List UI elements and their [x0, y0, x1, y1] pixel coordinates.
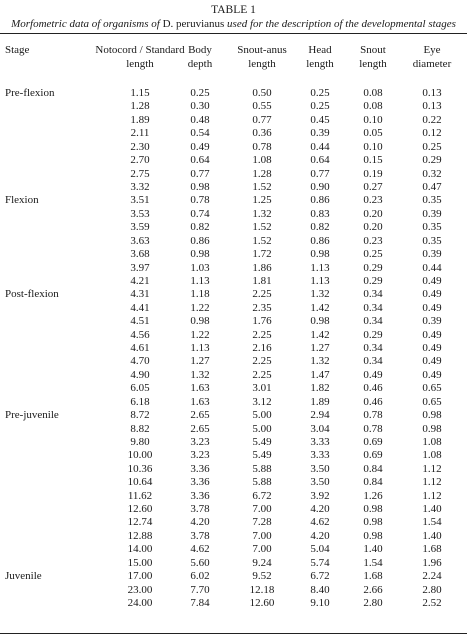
cell-eye-diameter: 0.32	[422, 167, 442, 180]
cell-notocord-length: 4.70	[130, 355, 150, 368]
table-title: TABLE 1	[211, 4, 256, 16]
cell-snout-anus-length: 12.18	[249, 583, 275, 596]
cell-body-depth: 6.02	[190, 570, 210, 583]
stage-label: Pre-flexion	[5, 87, 55, 99]
cell-eye-diameter: 0.49	[422, 342, 442, 354]
cell-snout-anus-length: 1.08	[252, 154, 272, 167]
cell-head-length: 0.86	[310, 194, 330, 207]
cell-head-length: 0.82	[310, 221, 330, 234]
cell-eye-diameter: 0.49	[422, 288, 442, 301]
cell-eye-diameter: 0.35	[422, 234, 442, 247]
cell-snout-length: 0.98	[363, 503, 383, 515]
table-caption	[0, 18, 467, 31]
cell-notocord-length: 3.59	[130, 221, 150, 234]
cell-eye-diameter: 0.13	[422, 100, 442, 113]
cell-snout-length: 0.78	[363, 422, 383, 435]
cell-body-depth: 0.49	[190, 140, 210, 153]
cell-notocord-length: 24.00	[127, 597, 153, 609]
cell-snout-length: 0.34	[363, 288, 383, 301]
cell-body-depth: 0.25	[190, 87, 210, 99]
cell-eye-diameter: 0.39	[422, 207, 442, 220]
cell-snout-anus-length: 7.28	[252, 516, 272, 529]
cell-snout-anus-length: 9.52	[252, 570, 272, 583]
cell-snout-length: 0.34	[363, 355, 383, 368]
header-stage: Stage	[5, 44, 30, 56]
cell-snout-length: 0.69	[363, 435, 383, 448]
cell-eye-diameter: 0.35	[422, 221, 442, 234]
cell-snout-anus-length: 1.32	[252, 207, 272, 220]
cell-snout-length: 0.27	[363, 180, 383, 193]
header-eye-line2: diameter	[412, 58, 452, 70]
cell-snout-anus-length: 5.00	[252, 409, 272, 422]
header-body-depth-line2: depth	[187, 58, 213, 70]
cell-notocord-length: 3.63	[130, 234, 150, 247]
cell-notocord-length: 4.41	[130, 301, 150, 314]
cell-notocord-length: 4.21	[130, 274, 150, 287]
caption-prefix: Morfometric data of organisms of	[11, 18, 160, 30]
cell-snout-anus-length: 7.00	[252, 529, 272, 542]
cell-head-length: 0.77	[310, 167, 330, 180]
cell-snout-anus-length: 2.25	[252, 328, 272, 341]
cell-eye-diameter: 0.49	[422, 328, 442, 341]
cell-head-length: 3.33	[310, 435, 330, 448]
cell-snout-length: 0.23	[363, 194, 383, 207]
cell-notocord-length: 4.56	[130, 328, 150, 341]
cell-snout-anus-length: 5.88	[252, 476, 272, 489]
cell-eye-diameter: 0.65	[422, 395, 442, 408]
cell-snout-anus-length: 1.28	[252, 167, 272, 180]
cell-snout-anus-length: 1.52	[252, 234, 272, 247]
cell-snout-length: 1.54	[363, 556, 383, 569]
cell-eye-diameter: 1.40	[422, 529, 442, 542]
top-rule	[0, 33, 467, 34]
cell-snout-anus-length: 5.00	[252, 422, 272, 435]
cell-snout-length: 0.78	[363, 409, 383, 422]
header-notocord-line2: length	[126, 58, 154, 70]
cell-notocord-length: 1.89	[130, 113, 150, 126]
cell-snout-length: 0.98	[363, 529, 383, 542]
cell-head-length: 0.25	[310, 100, 330, 113]
cell-snout-length: 0.20	[363, 221, 383, 234]
header-eye-line1: Eye	[423, 44, 441, 56]
cell-head-length: 1.13	[310, 274, 330, 287]
cell-snout-anus-length: 9.24	[252, 556, 272, 569]
cell-body-depth: 0.78	[190, 194, 210, 207]
cell-head-length: 0.25	[310, 87, 330, 99]
cell-snout-anus-length: 2.16	[252, 342, 272, 354]
cell-snout-anus-length: 5.88	[252, 462, 272, 475]
cell-snout-length: 0.84	[363, 462, 383, 475]
cell-eye-diameter: 0.49	[422, 301, 442, 314]
cell-snout-anus-length: 0.36	[252, 127, 272, 140]
cell-snout-anus-length: 1.86	[252, 261, 272, 274]
cell-eye-diameter: 0.44	[422, 261, 442, 274]
cell-snout-length: 0.08	[363, 100, 383, 113]
cell-notocord-length: 12.88	[127, 529, 153, 542]
cell-eye-diameter: 0.98	[422, 409, 442, 422]
cell-snout-anus-length: 0.55	[252, 100, 272, 113]
cell-notocord-length: 11.62	[127, 489, 153, 502]
cell-snout-length: 0.34	[363, 301, 383, 314]
cell-body-depth: 1.18	[190, 288, 210, 301]
cell-snout-length: 1.26	[363, 489, 383, 502]
cell-head-length: 1.82	[310, 382, 330, 395]
cell-head-length: 4.20	[310, 503, 330, 515]
cell-body-depth: 1.32	[190, 368, 210, 381]
cell-body-depth: 4.20	[190, 516, 210, 529]
cell-snout-anus-length: 1.76	[252, 315, 272, 328]
cell-body-depth: 0.30	[190, 100, 210, 113]
cell-snout-anus-length: 0.78	[252, 140, 272, 153]
cell-snout-length: 0.34	[363, 342, 383, 354]
cell-eye-diameter: 0.65	[422, 382, 442, 395]
cell-notocord-length: 2.70	[130, 154, 150, 167]
cell-head-length: 0.44	[310, 140, 330, 153]
cell-head-length: 3.92	[310, 489, 330, 502]
cell-snout-length: 0.46	[363, 395, 383, 408]
cell-head-length: 6.72	[310, 570, 330, 583]
cell-body-depth: 1.27	[190, 355, 210, 368]
cell-body-depth: 0.54	[190, 127, 210, 140]
cell-notocord-length: 4.90	[130, 368, 150, 381]
cell-body-depth: 0.64	[190, 154, 210, 167]
cell-snout-anus-length: 2.25	[252, 368, 272, 381]
cell-notocord-length: 2.11	[130, 127, 150, 140]
cell-snout-length: 1.40	[363, 543, 383, 556]
cell-head-length: 5.04	[310, 543, 330, 556]
cell-eye-diameter: 0.39	[422, 248, 442, 260]
cell-notocord-length: 3.32	[130, 180, 150, 193]
cell-notocord-length: 8.72	[130, 409, 150, 422]
caption-suffix: used for the description of the developmental stages	[227, 18, 456, 30]
cell-notocord-length: 4.61	[130, 342, 150, 354]
cell-snout-length: 0.10	[363, 113, 383, 126]
cell-snout-length: 0.15	[363, 154, 383, 167]
cell-body-depth: 1.63	[190, 382, 210, 395]
cell-snout-anus-length: 1.52	[252, 221, 272, 234]
cell-head-length: 1.89	[310, 395, 330, 408]
cell-snout-length: 0.29	[363, 274, 383, 287]
cell-body-depth: 0.98	[190, 315, 210, 328]
cell-body-depth: 5.60	[190, 556, 210, 569]
cell-body-depth: 1.22	[190, 301, 210, 314]
cell-snout-anus-length: 0.50	[252, 87, 272, 99]
cell-body-depth: 1.13	[190, 274, 210, 287]
stage-label: Pre-juvenile	[5, 409, 59, 422]
cell-notocord-length: 14.00	[127, 543, 153, 556]
cell-body-depth: 4.62	[190, 543, 210, 556]
cell-head-length: 1.32	[310, 288, 330, 301]
cell-body-depth: 7.70	[190, 583, 210, 596]
cell-head-length: 9.10	[310, 597, 330, 609]
cell-snout-length: 0.08	[363, 87, 383, 99]
cell-snout-anus-length: 5.49	[252, 449, 272, 462]
cell-head-length: 1.32	[310, 355, 330, 368]
cell-eye-diameter: 0.39	[422, 315, 442, 328]
cell-notocord-length: 15.00	[127, 556, 153, 569]
cell-snout-anus-length: 1.25	[252, 194, 272, 207]
cell-body-depth: 0.98	[190, 180, 210, 193]
cell-notocord-length: 12.60	[127, 503, 153, 515]
cell-snout-anus-length: 5.49	[252, 435, 272, 448]
cell-notocord-length: 6.18	[130, 395, 150, 408]
cell-eye-diameter: 0.49	[422, 274, 442, 287]
cell-body-depth: 0.48	[190, 113, 210, 126]
cell-eye-diameter: 0.35	[422, 194, 442, 207]
cell-body-depth: 3.23	[190, 435, 210, 448]
cell-notocord-length: 6.05	[130, 382, 150, 395]
cell-head-length: 3.50	[310, 476, 330, 489]
cell-snout-anus-length: 3.12	[252, 395, 272, 408]
header-notocord-line1: Notocord / Standard	[95, 44, 185, 56]
cell-eye-diameter: 1.68	[422, 543, 442, 556]
cell-eye-diameter: 2.52	[422, 597, 442, 609]
cell-eye-diameter: 1.08	[422, 435, 442, 448]
cell-eye-diameter: 1.12	[422, 476, 442, 489]
cell-notocord-length: 4.31	[130, 288, 150, 301]
cell-head-length: 3.33	[310, 449, 330, 462]
cell-eye-diameter: 2.80	[422, 583, 442, 596]
cell-snout-anus-length: 3.01	[252, 382, 272, 395]
header-snout-line1: Snout	[360, 44, 386, 56]
cell-body-depth: 0.86	[190, 234, 210, 247]
cell-snout-anus-length: 0.77	[252, 113, 272, 126]
header-head-line2: length	[306, 58, 334, 70]
cell-eye-diameter: 1.40	[422, 503, 442, 515]
cell-body-depth: 0.77	[190, 167, 210, 180]
cell-snout-length: 0.84	[363, 476, 383, 489]
cell-body-depth: 3.78	[190, 529, 210, 542]
cell-body-depth: 7.84	[190, 597, 210, 609]
cell-body-depth: 0.74	[190, 207, 210, 220]
cell-snout-length: 0.34	[363, 315, 383, 328]
cell-head-length: 0.98	[310, 248, 330, 260]
cell-notocord-length: 2.30	[130, 140, 150, 153]
cell-head-length: 1.13	[310, 261, 330, 274]
cell-body-depth: 0.98	[190, 248, 210, 260]
cell-head-length: 3.04	[310, 422, 330, 435]
cell-eye-diameter: 1.54	[422, 516, 442, 529]
cell-notocord-length: 10.64	[127, 476, 153, 489]
cell-head-length: 1.47	[310, 368, 330, 381]
cell-body-depth: 1.13	[190, 342, 210, 354]
cell-notocord-length: 8.82	[130, 422, 150, 435]
bottom-rule	[0, 633, 467, 634]
cell-snout-anus-length: 7.00	[252, 503, 272, 515]
cell-snout-length: 0.05	[363, 127, 383, 140]
cell-head-length: 4.62	[310, 516, 330, 529]
cell-notocord-length: 1.28	[130, 100, 150, 113]
cell-eye-diameter: 0.49	[422, 355, 442, 368]
cell-snout-anus-length: 12.60	[249, 597, 275, 609]
stage-label: Flexion	[5, 194, 39, 207]
cell-head-length: 1.42	[310, 301, 330, 314]
cell-head-length: 0.98	[310, 315, 330, 328]
cell-notocord-length: 3.68	[130, 248, 150, 260]
cell-body-depth: 1.22	[190, 328, 210, 341]
cell-head-length: 3.50	[310, 462, 330, 475]
cell-notocord-length: 3.51	[130, 194, 150, 207]
cell-body-depth: 3.23	[190, 449, 210, 462]
stage-label: Post-flexion	[5, 288, 59, 301]
cell-body-depth: 3.36	[190, 462, 210, 475]
cell-body-depth: 2.65	[190, 409, 210, 422]
cell-notocord-length: 10.36	[127, 462, 153, 475]
cell-snout-length: 0.19	[363, 167, 383, 180]
cell-eye-diameter: 1.12	[422, 489, 442, 502]
cell-snout-anus-length: 2.35	[252, 301, 272, 314]
cell-eye-diameter: 1.96	[422, 556, 442, 569]
cell-eye-diameter: 0.25	[422, 140, 442, 153]
cell-notocord-length: 4.51	[130, 315, 150, 328]
cell-snout-anus-length: 1.81	[252, 274, 272, 287]
header-head-line1: Head	[308, 44, 332, 56]
cell-body-depth: 1.03	[190, 261, 210, 274]
cell-notocord-length: 12.74	[127, 516, 153, 529]
cell-snout-anus-length: 1.52	[252, 180, 272, 193]
cell-snout-anus-length: 2.25	[252, 355, 272, 368]
cell-eye-diameter: 0.12	[422, 127, 442, 140]
cell-snout-length: 2.66	[363, 583, 383, 596]
cell-notocord-length: 10.00	[127, 449, 153, 462]
cell-body-depth: 2.65	[190, 422, 210, 435]
caption-species: D. peruvianus	[162, 18, 225, 30]
cell-body-depth: 1.63	[190, 395, 210, 408]
cell-snout-anus-length: 6.72	[252, 489, 272, 502]
cell-head-length: 0.90	[310, 180, 330, 193]
cell-notocord-length: 23.00	[127, 583, 153, 596]
cell-eye-diameter: 0.47	[422, 180, 442, 193]
cell-head-length: 0.86	[310, 234, 330, 247]
cell-head-length: 0.64	[310, 154, 330, 167]
cell-snout-length: 2.80	[363, 597, 383, 609]
cell-head-length: 5.74	[310, 556, 330, 569]
cell-eye-diameter: 1.08	[422, 449, 442, 462]
cell-eye-diameter: 0.29	[422, 154, 442, 167]
cell-eye-diameter: 2.24	[422, 570, 442, 583]
cell-snout-length: 0.10	[363, 140, 383, 153]
cell-notocord-length: 3.97	[130, 261, 150, 274]
cell-snout-anus-length: 2.25	[252, 288, 272, 301]
stage-label: Juvenile	[5, 570, 42, 583]
cell-body-depth: 3.36	[190, 489, 210, 502]
cell-snout-length: 0.69	[363, 449, 383, 462]
cell-head-length: 2.94	[310, 409, 330, 422]
cell-notocord-length: 2.75	[130, 167, 150, 180]
cell-snout-anus-length: 1.72	[252, 248, 272, 260]
cell-eye-diameter: 0.98	[422, 422, 442, 435]
cell-snout-length: 1.68	[363, 570, 383, 583]
cell-snout-length: 0.29	[363, 261, 383, 274]
cell-body-depth: 0.82	[190, 221, 210, 234]
cell-snout-length: 0.46	[363, 382, 383, 395]
cell-notocord-length: 3.53	[130, 207, 150, 220]
header-body-depth-line1: Body	[188, 44, 212, 56]
cell-body-depth: 3.78	[190, 503, 210, 515]
cell-notocord-length: 9.80	[130, 435, 150, 448]
cell-snout-anus-length: 7.00	[252, 543, 272, 556]
cell-eye-diameter: 0.49	[422, 368, 442, 381]
cell-snout-length: 0.49	[363, 368, 383, 381]
header-snout-line2: length	[359, 58, 387, 70]
cell-snout-length: 0.23	[363, 234, 383, 247]
header-snout-anus-line1: Snout-anus	[237, 44, 287, 56]
cell-head-length: 1.42	[310, 328, 330, 341]
cell-snout-length: 0.98	[363, 516, 383, 529]
cell-snout-length: 0.20	[363, 207, 383, 220]
cell-body-depth: 3.36	[190, 476, 210, 489]
cell-notocord-length: 17.00	[127, 570, 153, 583]
cell-head-length: 1.27	[310, 342, 330, 354]
header-snout-anus-line2: length	[248, 58, 276, 70]
cell-head-length: 0.45	[310, 113, 330, 126]
cell-head-length: 4.20	[310, 529, 330, 542]
cell-eye-diameter: 1.12	[422, 462, 442, 475]
cell-eye-diameter: 0.13	[422, 87, 442, 99]
cell-head-length: 0.83	[310, 207, 330, 220]
cell-snout-length: 0.25	[363, 248, 383, 260]
cell-head-length: 8.40	[310, 583, 330, 596]
cell-snout-length: 0.29	[363, 328, 383, 341]
cell-head-length: 0.39	[310, 127, 330, 140]
cell-eye-diameter: 0.22	[422, 113, 442, 126]
cell-notocord-length: 1.15	[130, 87, 150, 99]
